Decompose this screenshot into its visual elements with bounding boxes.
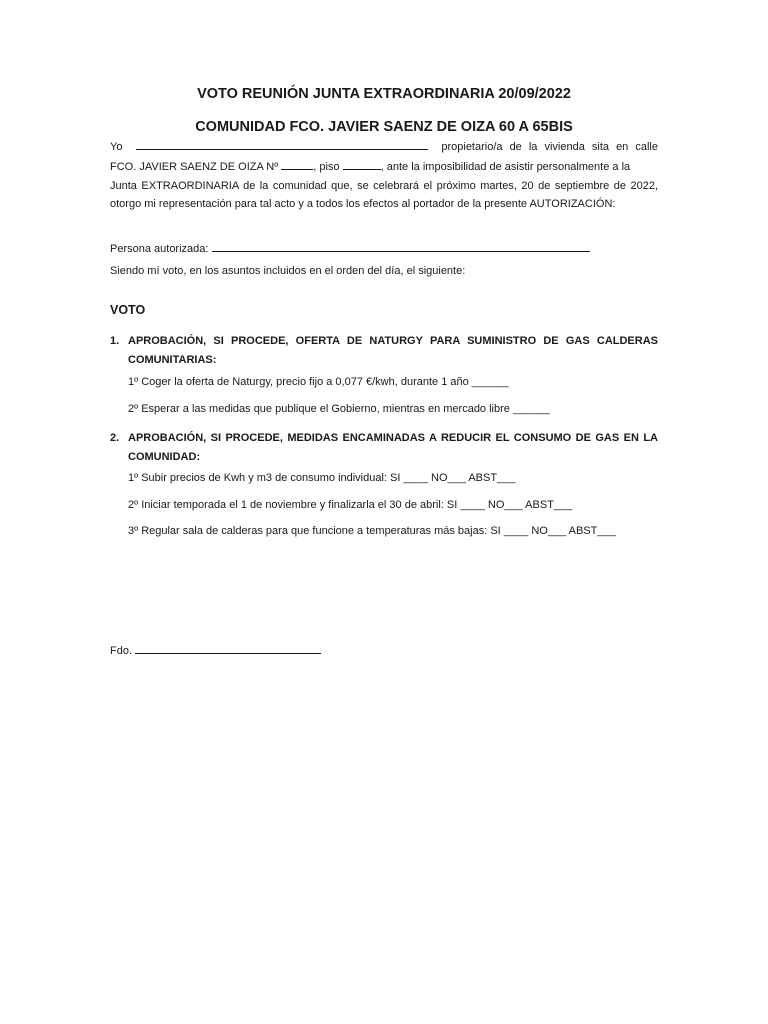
- document-subtitle: COMUNIDAD FCO. JAVIER SAENZ DE OIZA 60 A 65BIS: [195, 119, 573, 135]
- intro-rest: Junta EXTRAORDINARIA de la comunidad que, se celebrará el próximo martes, 20 de septiembre de 2022, otorgo mi representación para tal acto y a todos los efectos al portador de la presente AUTORIZACIÓN:: [110, 179, 658, 211]
- document-title: VOTO REUNIÓN JUNTA EXTRAORDINARIA 20/09/2022: [197, 86, 571, 102]
- intro-yo: Yo: [110, 141, 123, 153]
- item-2-option-2[interactable]: 2º Iniciar temporada el 1 de noviembre y finalizarla el 30 de abril: SI ____ NO___ ABST___: [128, 499, 573, 511]
- agenda-item-2: [110, 429, 658, 466]
- signature-label: Fdo.: [110, 645, 133, 657]
- authorized-person-line[interactable]: [212, 239, 590, 252]
- signature-line[interactable]: [135, 641, 321, 654]
- item-title: APROBACIÓN, SI PROCEDE, OFERTA DE NATURGY PARA SUMINISTRO DE GAS CALDERAS COMUNITARIAS:: [128, 335, 658, 366]
- item-1-option-2[interactable]: 2º Esperar a las medidas que publique el Gobierno, mientras en mercado libre ______: [128, 403, 550, 415]
- item-2-option-1[interactable]: 1º Subir precios de Kwh y m3 de consumo individual: SI ____ NO___ ABST___: [128, 472, 516, 484]
- authorized-person-row: [110, 239, 590, 255]
- item-number: 2.: [110, 432, 120, 444]
- house-number-line[interactable]: [281, 157, 313, 170]
- floor-line[interactable]: [343, 157, 381, 170]
- item-2-option-3[interactable]: 3º Regular sala de calderas para que funcione a temperaturas más bajas: SI ____ NO___ ABST___: [128, 525, 616, 537]
- owner-name-line[interactable]: [136, 137, 428, 150]
- intro-paragraph: [110, 137, 658, 214]
- item-1-option-1[interactable]: 1º Coger la oferta de Naturgy, precio fijo a 0,077 €/kwh, durante 1 año ______: [128, 376, 509, 388]
- authorized-person-label: Persona autorizada:: [110, 243, 209, 255]
- signature-row: [110, 641, 321, 657]
- vote-heading: VOTO: [110, 303, 146, 317]
- item-title: APROBACIÓN, SI PROCEDE, MEDIDAS ENCAMINADAS A REDUCIR EL CONSUMO DE GAS EN LA COMUNIDAD:: [128, 432, 658, 463]
- agenda-item-1: [110, 332, 658, 369]
- item-number: 1.: [110, 335, 120, 347]
- intro-address: FCO. JAVIER SAENZ DE OIZA Nº: [110, 160, 279, 173]
- intro-impossibility: , ante la imposibilidad de asistir personalmente a la: [380, 160, 631, 173]
- intro-owner-text: propietario/a de la vivienda sita en calle: [441, 141, 658, 153]
- vote-intro: Siendo mí voto, en los asuntos incluidos en el orden del día, el siguiente:: [110, 265, 466, 277]
- intro-floor: , piso: [313, 160, 340, 173]
